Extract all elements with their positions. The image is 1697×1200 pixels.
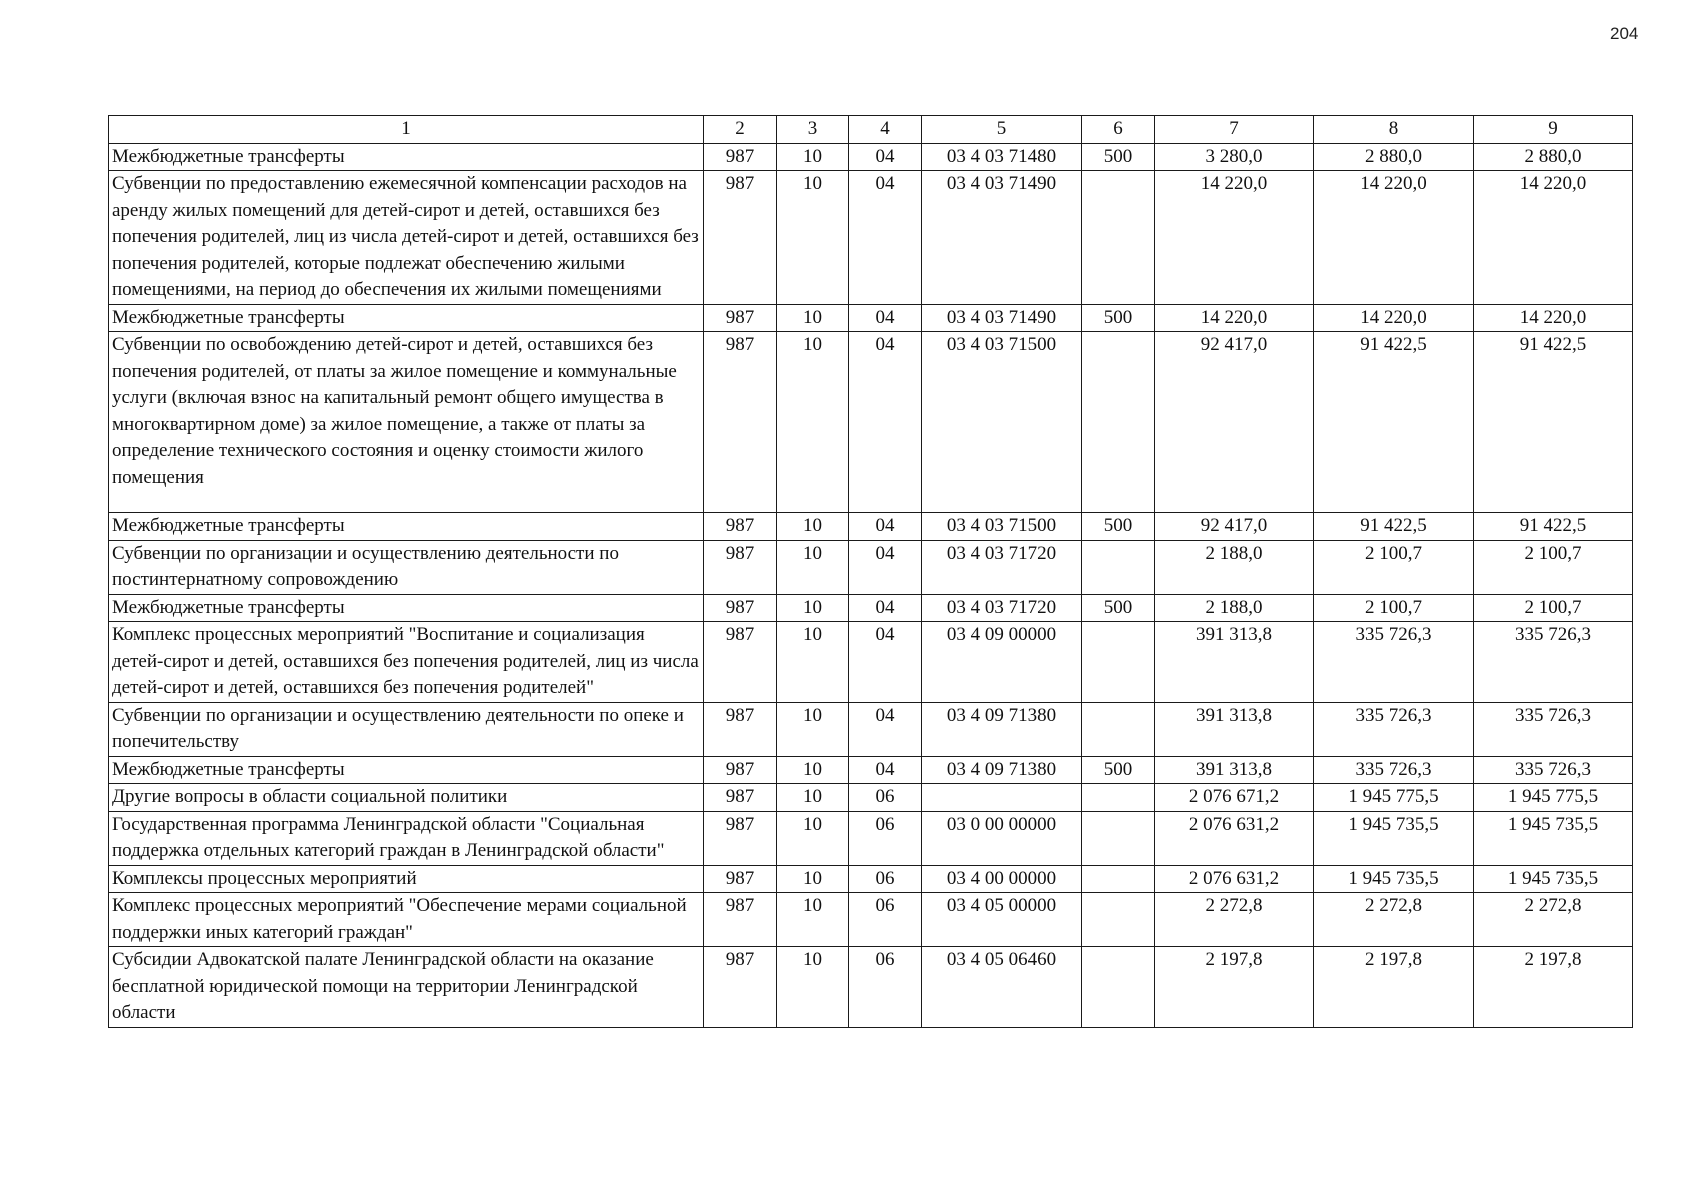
- admin-code: 987: [704, 865, 777, 893]
- budget-table: [108, 115, 1633, 1028]
- amount-col7: 2 076 671,2: [1155, 784, 1314, 812]
- amount-col7: 2 197,8: [1155, 947, 1314, 1028]
- expense-type: [1082, 947, 1155, 1028]
- amount-col7: 2 272,8: [1155, 893, 1314, 947]
- target-article: 03 4 03 71720: [922, 540, 1082, 594]
- section-code: 10: [777, 756, 849, 784]
- column-header: 1: [109, 116, 704, 144]
- admin-code: 987: [704, 594, 777, 622]
- amount-col8: 14 220,0: [1314, 304, 1474, 332]
- amount-col8: 91 422,5: [1314, 513, 1474, 541]
- expense-type: 500: [1082, 513, 1155, 541]
- amount-col7: 2 188,0: [1155, 540, 1314, 594]
- amount-col9: 2 880,0: [1474, 143, 1633, 171]
- subsection-code: 04: [849, 143, 922, 171]
- section-code: 10: [777, 784, 849, 812]
- expense-type: 500: [1082, 594, 1155, 622]
- target-article: 03 4 03 71490: [922, 171, 1082, 305]
- target-article: 03 0 00 00000: [922, 811, 1082, 865]
- amount-col7: 391 313,8: [1155, 756, 1314, 784]
- target-article: 03 4 03 71490: [922, 304, 1082, 332]
- amount-col7: 14 220,0: [1155, 171, 1314, 305]
- expense-type: [1082, 865, 1155, 893]
- item-name: Другие вопросы в области социальной политики: [109, 784, 704, 812]
- amount-col9: 2 197,8: [1474, 947, 1633, 1028]
- amount-col8: 2 197,8: [1314, 947, 1474, 1028]
- amount-col9: 91 422,5: [1474, 513, 1633, 541]
- section-code: 10: [777, 540, 849, 594]
- amount-col9: 2 100,7: [1474, 540, 1633, 594]
- table-row: [109, 756, 1633, 784]
- amount-col9: 1 945 775,5: [1474, 784, 1633, 812]
- amount-col9: 1 945 735,5: [1474, 865, 1633, 893]
- admin-code: 987: [704, 622, 777, 703]
- expense-type: 500: [1082, 304, 1155, 332]
- section-code: 10: [777, 332, 849, 513]
- admin-code: 987: [704, 756, 777, 784]
- column-header: 3: [777, 116, 849, 144]
- header-row: [109, 116, 1633, 144]
- admin-code: 987: [704, 332, 777, 513]
- subsection-code: 06: [849, 811, 922, 865]
- admin-code: 987: [704, 171, 777, 305]
- admin-code: 987: [704, 811, 777, 865]
- subsection-code: 06: [849, 893, 922, 947]
- table-row: [109, 594, 1633, 622]
- table-row: [109, 622, 1633, 703]
- item-name: Государственная программа Ленинградской области "Социальная поддержка отдельных категорий граждан в Ленинградской области": [109, 811, 704, 865]
- target-article: 03 4 05 00000: [922, 893, 1082, 947]
- target-article: [922, 784, 1082, 812]
- amount-col7: 92 417,0: [1155, 513, 1314, 541]
- amount-col8: 91 422,5: [1314, 332, 1474, 513]
- item-name: Межбюджетные трансферты: [109, 513, 704, 541]
- amount-col7: 391 313,8: [1155, 622, 1314, 703]
- subsection-code: 06: [849, 784, 922, 812]
- item-name: Комплекс процессных мероприятий "Обеспечение мерами социальной поддержки иных категорий граждан": [109, 893, 704, 947]
- amount-col7: 2 188,0: [1155, 594, 1314, 622]
- admin-code: 987: [704, 702, 777, 756]
- target-article: 03 4 03 71500: [922, 513, 1082, 541]
- subsection-code: 04: [849, 171, 922, 305]
- section-code: 10: [777, 893, 849, 947]
- subsection-code: 04: [849, 540, 922, 594]
- table-row: [109, 540, 1633, 594]
- target-article: 03 4 05 06460: [922, 947, 1082, 1028]
- section-code: 10: [777, 143, 849, 171]
- column-header: 5: [922, 116, 1082, 144]
- expense-type: [1082, 540, 1155, 594]
- amount-col8: 1 945 775,5: [1314, 784, 1474, 812]
- section-code: 10: [777, 622, 849, 703]
- section-code: 10: [777, 304, 849, 332]
- subsection-code: 04: [849, 702, 922, 756]
- amount-col8: 1 945 735,5: [1314, 811, 1474, 865]
- amount-col8: 335 726,3: [1314, 622, 1474, 703]
- item-name: Межбюджетные трансферты: [109, 304, 704, 332]
- page-number: 204: [1610, 24, 1639, 43]
- admin-code: 987: [704, 784, 777, 812]
- amount-col8: 1 945 735,5: [1314, 865, 1474, 893]
- target-article: 03 4 03 71480: [922, 143, 1082, 171]
- amount-col9: 14 220,0: [1474, 171, 1633, 305]
- subsection-code: 06: [849, 865, 922, 893]
- column-header: 2: [704, 116, 777, 144]
- item-name: Субвенции по освобождению детей-сирот и детей, оставшихся без попечения родителей, от платы за жилое помещение и коммунальные услуги (включая взнос на капитальный ремонт общего имущества в многоквартирном доме) за жилое помещение, а также от платы за определение технического состояния и оценку стоимости жилого помещения: [109, 332, 704, 513]
- section-code: 10: [777, 513, 849, 541]
- section-code: 10: [777, 702, 849, 756]
- amount-col8: 2 100,7: [1314, 540, 1474, 594]
- target-article: 03 4 03 71720: [922, 594, 1082, 622]
- target-article: 03 4 00 00000: [922, 865, 1082, 893]
- item-name: Субвенции по предоставлению ежемесячной компенсации расходов на аренду жилых помещений для детей-сирот и детей, оставшихся без попечения родителей, лиц из числа детей-сирот и детей, оставшихся без попечения родителей, которые подлежат обеспечению жилыми помещениями, на период до обеспечения их жилыми помещениями: [109, 171, 704, 305]
- target-article: 03 4 09 71380: [922, 756, 1082, 784]
- section-code: 10: [777, 811, 849, 865]
- amount-col9: 335 726,3: [1474, 622, 1633, 703]
- amount-col9: 335 726,3: [1474, 756, 1633, 784]
- subsection-code: 04: [849, 756, 922, 784]
- table-row: [109, 893, 1633, 947]
- amount-col7: 391 313,8: [1155, 702, 1314, 756]
- expense-type: [1082, 622, 1155, 703]
- amount-col8: 2 880,0: [1314, 143, 1474, 171]
- table-row: [109, 947, 1633, 1028]
- table-row: [109, 865, 1633, 893]
- expense-type: 500: [1082, 143, 1155, 171]
- item-name: Межбюджетные трансферты: [109, 594, 704, 622]
- column-header: 4: [849, 116, 922, 144]
- target-article: 03 4 09 00000: [922, 622, 1082, 703]
- admin-code: 987: [704, 513, 777, 541]
- subsection-code: 04: [849, 622, 922, 703]
- table-row: [109, 171, 1633, 305]
- table-row: [109, 513, 1633, 541]
- column-header: 6: [1082, 116, 1155, 144]
- amount-col8: 2 100,7: [1314, 594, 1474, 622]
- expense-type: [1082, 784, 1155, 812]
- section-code: 10: [777, 947, 849, 1028]
- table-row: [109, 332, 1633, 513]
- amount-col9: 91 422,5: [1474, 332, 1633, 513]
- expense-type: 500: [1082, 756, 1155, 784]
- item-name: Комплексы процессных мероприятий: [109, 865, 704, 893]
- admin-code: 987: [704, 893, 777, 947]
- amount-col7: 2 076 631,2: [1155, 865, 1314, 893]
- amount-col8: 335 726,3: [1314, 756, 1474, 784]
- expense-type: [1082, 171, 1155, 305]
- expense-type: [1082, 332, 1155, 513]
- table-row: [109, 143, 1633, 171]
- amount-col7: 92 417,0: [1155, 332, 1314, 513]
- subsection-code: 04: [849, 513, 922, 541]
- target-article: 03 4 03 71500: [922, 332, 1082, 513]
- amount-col8: 335 726,3: [1314, 702, 1474, 756]
- subsection-code: 04: [849, 594, 922, 622]
- admin-code: 987: [704, 947, 777, 1028]
- subsection-code: 04: [849, 304, 922, 332]
- amount-col8: 2 272,8: [1314, 893, 1474, 947]
- amount-col7: 14 220,0: [1155, 304, 1314, 332]
- section-code: 10: [777, 171, 849, 305]
- column-header: 9: [1474, 116, 1633, 144]
- amount-col9: 1 945 735,5: [1474, 811, 1633, 865]
- table-row: [109, 304, 1633, 332]
- item-name: Субвенции по организации и осуществлению деятельности по постинтернатному сопровождению: [109, 540, 704, 594]
- column-header: 8: [1314, 116, 1474, 144]
- expense-type: [1082, 702, 1155, 756]
- item-name: Субвенции по организации и осуществлению деятельности по опеке и попечительству: [109, 702, 704, 756]
- amount-col7: 2 076 631,2: [1155, 811, 1314, 865]
- amount-col7: 3 280,0: [1155, 143, 1314, 171]
- table-row: [109, 811, 1633, 865]
- section-code: 10: [777, 865, 849, 893]
- expense-type: [1082, 893, 1155, 947]
- amount-col9: 335 726,3: [1474, 702, 1633, 756]
- expense-type: [1082, 811, 1155, 865]
- subsection-code: 06: [849, 947, 922, 1028]
- table-row: [109, 702, 1633, 756]
- table-row: [109, 784, 1633, 812]
- section-code: 10: [777, 594, 849, 622]
- item-name: Межбюджетные трансферты: [109, 756, 704, 784]
- target-article: 03 4 09 71380: [922, 702, 1082, 756]
- admin-code: 987: [704, 540, 777, 594]
- amount-col9: 14 220,0: [1474, 304, 1633, 332]
- item-name: Субсидии Адвокатской палате Ленинградской области на оказание бесплатной юридической помощи на территории Ленинградской области: [109, 947, 704, 1028]
- amount-col9: 2 100,7: [1474, 594, 1633, 622]
- subsection-code: 04: [849, 332, 922, 513]
- item-name: Межбюджетные трансферты: [109, 143, 704, 171]
- admin-code: 987: [704, 304, 777, 332]
- admin-code: 987: [704, 143, 777, 171]
- amount-col9: 2 272,8: [1474, 893, 1633, 947]
- amount-col8: 14 220,0: [1314, 171, 1474, 305]
- column-header: 7: [1155, 116, 1314, 144]
- item-name: Комплекс процессных мероприятий "Воспитание и социализация детей-сирот и детей, оставшихся без попечения родителей, лиц из числа детей-сирот и детей, оставшихся без попечения родителей": [109, 622, 704, 703]
